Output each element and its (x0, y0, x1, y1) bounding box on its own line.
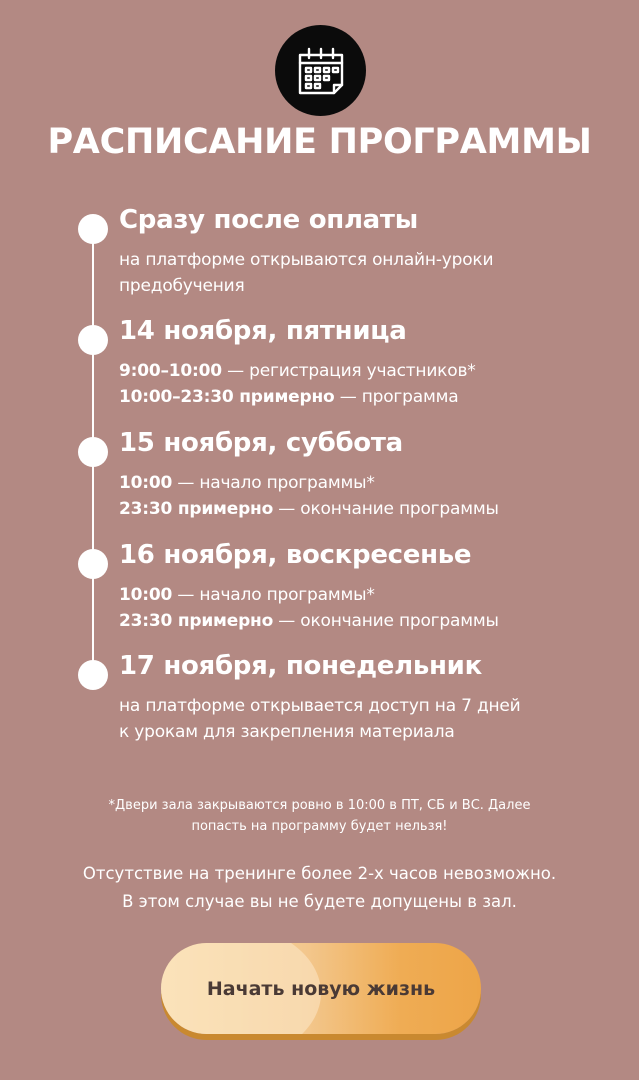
cta-label: Начать новую жизнь (206, 977, 436, 1000)
schedule-item-title: 17 ноября, понедельник (119, 651, 482, 681)
notice-line: Отсутствие на тренинге более 2-х часов невозможно. (82, 864, 557, 883)
schedule-item-title: 16 ноября, воскресенье (119, 540, 472, 570)
timeline-dot (78, 660, 108, 690)
schedule-item-title: Сразу после оплаты (119, 205, 418, 235)
schedule-item-line: к урокам для закрепления материала (119, 722, 455, 742)
footnote-line: попасть на программу будет нельзя! (191, 819, 448, 834)
schedule-item-line: 23:30 примерно — окончание программы (119, 499, 499, 519)
footnote-line: *Двери зала закрываются ровно в 10:00 в ПТ, СБ и ВС. Далее (108, 798, 531, 813)
notice-line: В этом случае вы не будете допущены в зал. (122, 892, 517, 911)
timeline-dot (78, 214, 108, 244)
door-closing-footnote (0, 795, 639, 837)
schedule-item-line: 9:00–10:00 — регистрация участников* (119, 361, 476, 381)
timeline-dot (78, 437, 108, 467)
schedule-item-line: 10:00–23:30 примерно — программа (119, 387, 459, 407)
start-new-life-button[interactable] (161, 943, 481, 1034)
calendar-icon (293, 43, 349, 99)
schedule-item-line: на платформе открывается доступ на 7 дней (119, 696, 521, 716)
schedule-item-title: 15 ноября, суббота (119, 428, 403, 458)
schedule-item-line: 10:00 — начало программы* (119, 473, 375, 493)
schedule-item-line: предобучения (119, 276, 245, 296)
timeline-dot (78, 549, 108, 579)
schedule-item-title: 14 ноября, пятница (119, 316, 407, 346)
schedule-item-line: на платформе открываются онлайн-уроки (119, 250, 494, 270)
timeline-dot (78, 325, 108, 355)
schedule-item-line: 23:30 примерно — окончание программы (119, 611, 499, 631)
attendance-notice (0, 860, 639, 916)
calendar-icon-badge (275, 25, 366, 116)
schedule-item-line: 10:00 — начало программы* (119, 585, 375, 605)
page-title: РАСПИСАНИЕ ПРОГРАММЫ (47, 122, 592, 162)
